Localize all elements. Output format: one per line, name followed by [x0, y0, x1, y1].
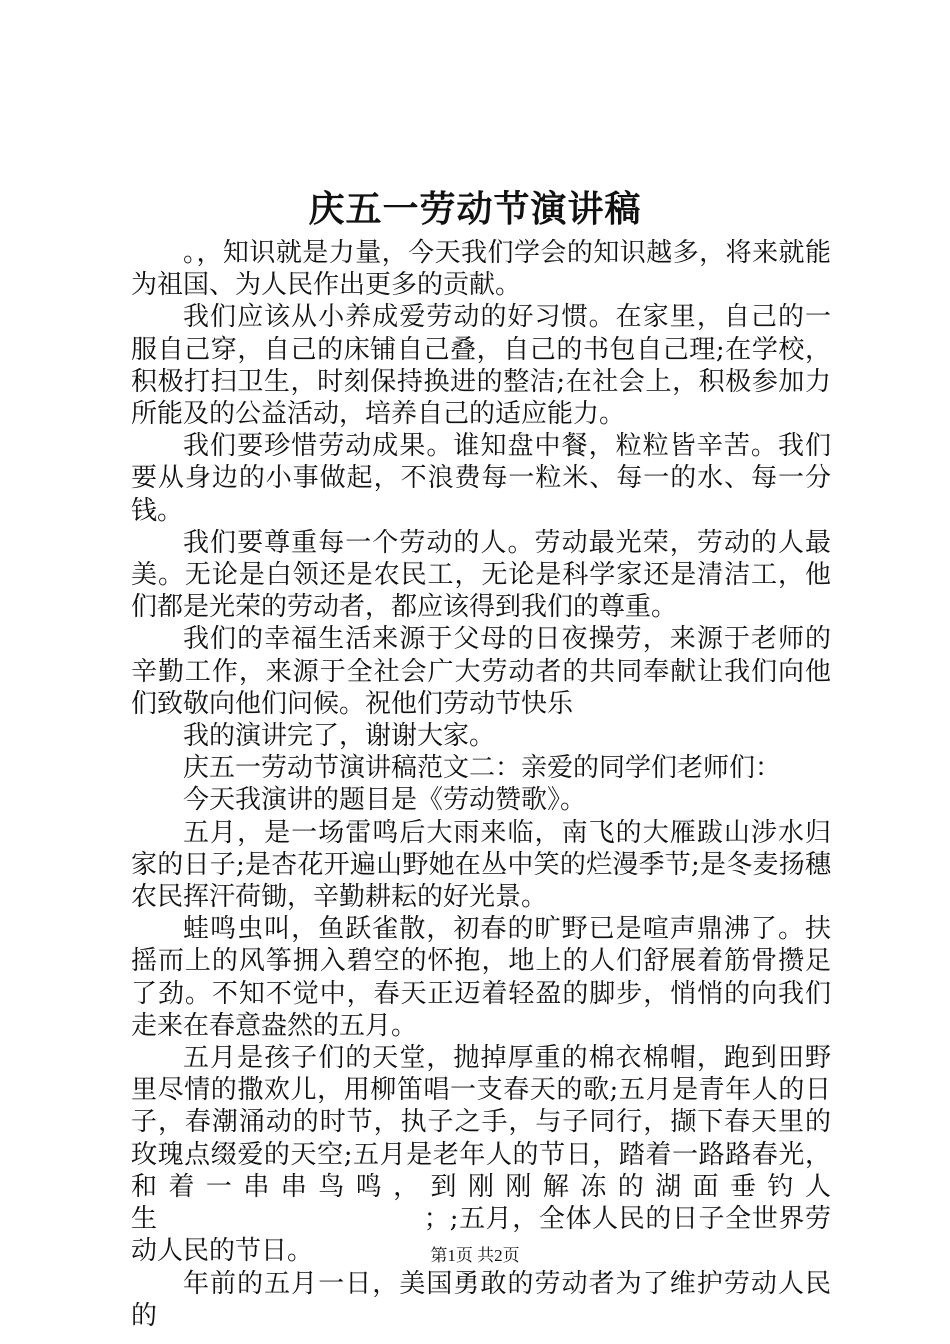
- paragraph: 。，知识就是力量，今天我们学会的知识越多，将来就能为祖国、为人民作出更多的贡献。: [131, 238, 831, 301]
- paragraph: 我们的幸福生活来源于父母的日夜操劳，来源于老师的辛勤工作，来源于全社会广大劳动者的共同奉献让我们向他们致敬向他们问候。祝他们劳动节快乐: [131, 624, 831, 719]
- document-body: [131, 237, 831, 1332]
- paragraph: 我们应该从小养成爱劳动的好习惯。在家里，自己的一服自己穿，自己的床铺自己叠，自己的书包自己理;在学校，积极打扫卫生，时刻保持换进的整洁;在社会上，积极参加力所能及的公益活动，培养自己的适应能力。: [131, 302, 831, 430]
- paragraph: 蛙鸣虫叫，鱼跃雀散，初春的旷野已是喧声鼎沸了。扶摇而上的风筝拥入碧空的怀抱，地上的人们舒展着筋骨攒足了劲。不知不觉中，春天正迈着轻盈的脚步，悄悄的向我们走来在春意盎然的五月。: [131, 914, 831, 1041]
- paragraph: 我的演讲完了，谢谢大家。: [183, 721, 496, 752]
- document-title: 庆五一劳动节演讲稿: [308, 188, 642, 230]
- paragraph: 我们要尊重每一个劳动的人。劳动最光荣，劳动的人最美。无论是白领还是农民工，无论是科学家还是清洁工，他们都是光荣的劳动者，都应该得到我们的尊重。: [131, 527, 831, 623]
- paragraph: 我们要珍惜劳动成果。谁知盘中餐，粒粒皆辛苦。我们要从身边的小事做起，不浪费每一粒米、每一的水、每一分钱。: [131, 431, 831, 526]
- paragraph: 庆五一劳动节演讲稿范文二：亲爱的同学们老师们：: [183, 753, 782, 784]
- paragraph: 今天我演讲的题目是《劳动赞歌》。: [183, 785, 587, 816]
- paragraph: 五月，是一场雷鸣后大雨来临，南飞的大雁跋山涉水归家的日子;是杏花开遍山野她在丛中笑的烂漫季节;是冬麦扬穗农民挥汗荷锄，辛勤耕耘的好光景。: [131, 817, 831, 913]
- page-number-footer: 第1页 共2页: [430, 1246, 520, 1265]
- paragraph: 五月是孩子们的天堂，抛掉厚重的棉衣棉帽，跑到田野里尽情的撒欢儿，用柳笛唱一支春天的歌;五月是青年人的日子，春潮涌动的时节，执子之手，与子同行，撷下春天里的玫瑰点缀爱的天空;五月是老年人的节日，踏着一路路春光，和着一串串鸟鸣，到刚刚解冻的湖面垂钓人生 ；;五月，全体人民的日子全世界劳动人民的节日。: [131, 1043, 831, 1267]
- paragraph: 年前的五月一日，美国勇敢的劳动者为了维护劳动人民的: [131, 1268, 831, 1331]
